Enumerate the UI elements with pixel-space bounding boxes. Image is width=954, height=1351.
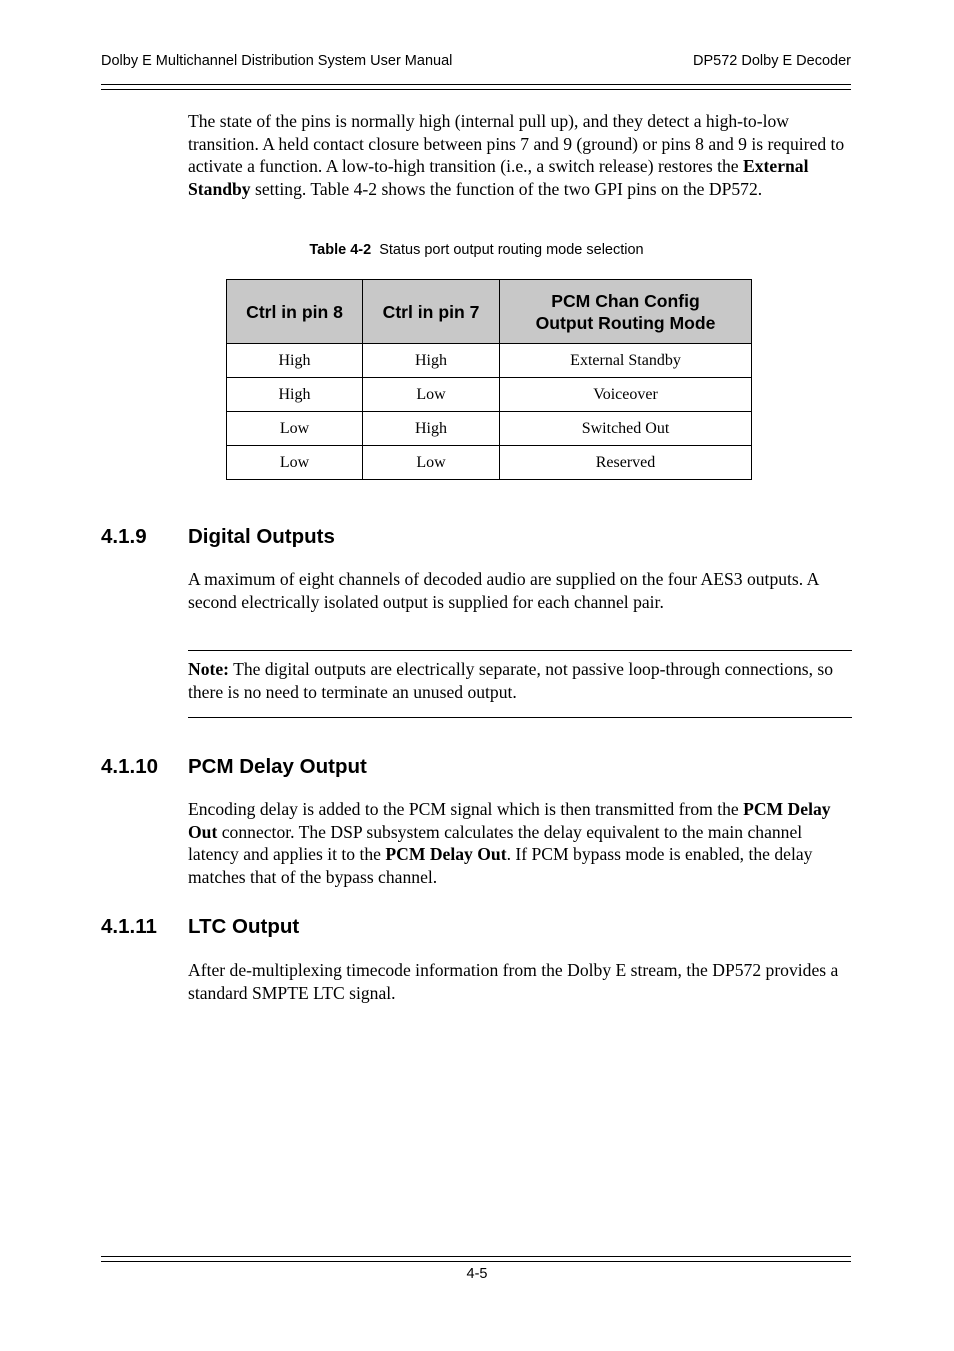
col-header-routing-mode <box>500 280 752 344</box>
table-cell: High <box>363 344 500 378</box>
table-header-row <box>227 280 752 344</box>
ltc-output-paragraph: After de-multiplexing timecode information from the Dolby E stream, the DP572 provides a standard SMPTE LTC signal. <box>188 960 839 1003</box>
intro-paragraph <box>188 110 852 200</box>
note-paragraph <box>188 658 852 703</box>
section-heading-ltc-output <box>101 915 299 939</box>
table-cell: Low <box>363 446 500 480</box>
pcm-text-2: connector. The DSP subsystem calculates the delay equivalent to the main channel latency and applies it to the <box>188 821 803 864</box>
table-row <box>227 446 752 480</box>
intro-bold-1: External Standby <box>188 156 809 199</box>
table-caption-text: Status port output routing mode selection <box>379 242 644 258</box>
table-cell: Switched Out <box>500 412 752 446</box>
table-row <box>227 344 752 378</box>
intro-text-2: setting. Table 4-2 shows the function of the two GPI pins on the DP572. <box>250 178 763 199</box>
table-cell: High <box>227 344 363 378</box>
section-heading-pcm-delay-output <box>101 755 367 779</box>
section-title: PCM Delay Output <box>188 755 367 778</box>
pcm-text-3: . If PCM bypass mode is enabled, the delay matches that of the bypass channel. <box>188 844 813 887</box>
table-cell: Reserved <box>500 446 752 480</box>
note-text: The digital outputs are electrically separate, not passive loop-through connections, so there is no need to terminate an unused output. <box>188 659 834 702</box>
note-top-rule <box>188 650 852 651</box>
table-cell: Low <box>227 446 363 480</box>
section-title: Digital Outputs <box>188 525 335 548</box>
section-heading-digital-outputs <box>101 525 335 549</box>
col-header-routing-line1: PCM Chan Config <box>551 290 700 311</box>
col-header-pin8: Ctrl in pin 8 <box>227 280 363 344</box>
section-number: 4.1.10 <box>101 755 158 778</box>
pcm-bold-2: PCM Delay Out <box>385 844 507 864</box>
intro-text-1: The state of the pins is normally high (internal pull up), and they detect a high-to-low transition. A held contact closure between pins 7 and 9 (ground) or pins 8 and 9 is required to activate a function. A low-to-high transition (i.e., a switch release) restores the <box>188 111 845 176</box>
col-header-pin7: Ctrl in pin 7 <box>363 280 500 344</box>
table-cell: Low <box>363 378 500 412</box>
table-cell: Voiceover <box>500 378 752 412</box>
digital-outputs-paragraph: A maximum of eight channels of decoded audio are supplied on the four AES3 outputs. A second electrically isolated output is supplied for each channel pair. <box>188 569 819 612</box>
header-product-title: DP572 Dolby E Decoder <box>693 53 851 69</box>
footer-rule <box>101 1256 851 1262</box>
table-cell: External Standby <box>500 344 752 378</box>
status-routing-table <box>226 279 752 480</box>
table-row <box>227 378 752 412</box>
col-header-routing-line2: Output Routing Mode <box>535 312 716 333</box>
table-cell: High <box>227 378 363 412</box>
pcm-text-1: Encoding delay is added to the PCM signal which is then transmitted from the <box>188 799 744 819</box>
section-number: 4.1.11 <box>101 915 157 938</box>
pcm-delay-paragraph <box>188 798 852 888</box>
table-caption-number: Table 4-2 <box>309 242 372 258</box>
table-cell: Low <box>227 412 363 446</box>
header-manual-title: Dolby E Multichannel Distribution System User Manual <box>101 53 453 69</box>
note-label: Note: <box>188 659 230 679</box>
table-row <box>227 412 752 446</box>
section-title: LTC Output <box>188 915 300 938</box>
table-caption <box>188 242 765 258</box>
section-number: 4.1.9 <box>101 525 147 548</box>
page-number: 4-5 <box>466 1266 488 1282</box>
header-rule <box>101 84 851 90</box>
note-bottom-rule <box>188 717 852 718</box>
pcm-bold-1: PCM Delay Out <box>188 799 831 842</box>
table-cell: High <box>363 412 500 446</box>
